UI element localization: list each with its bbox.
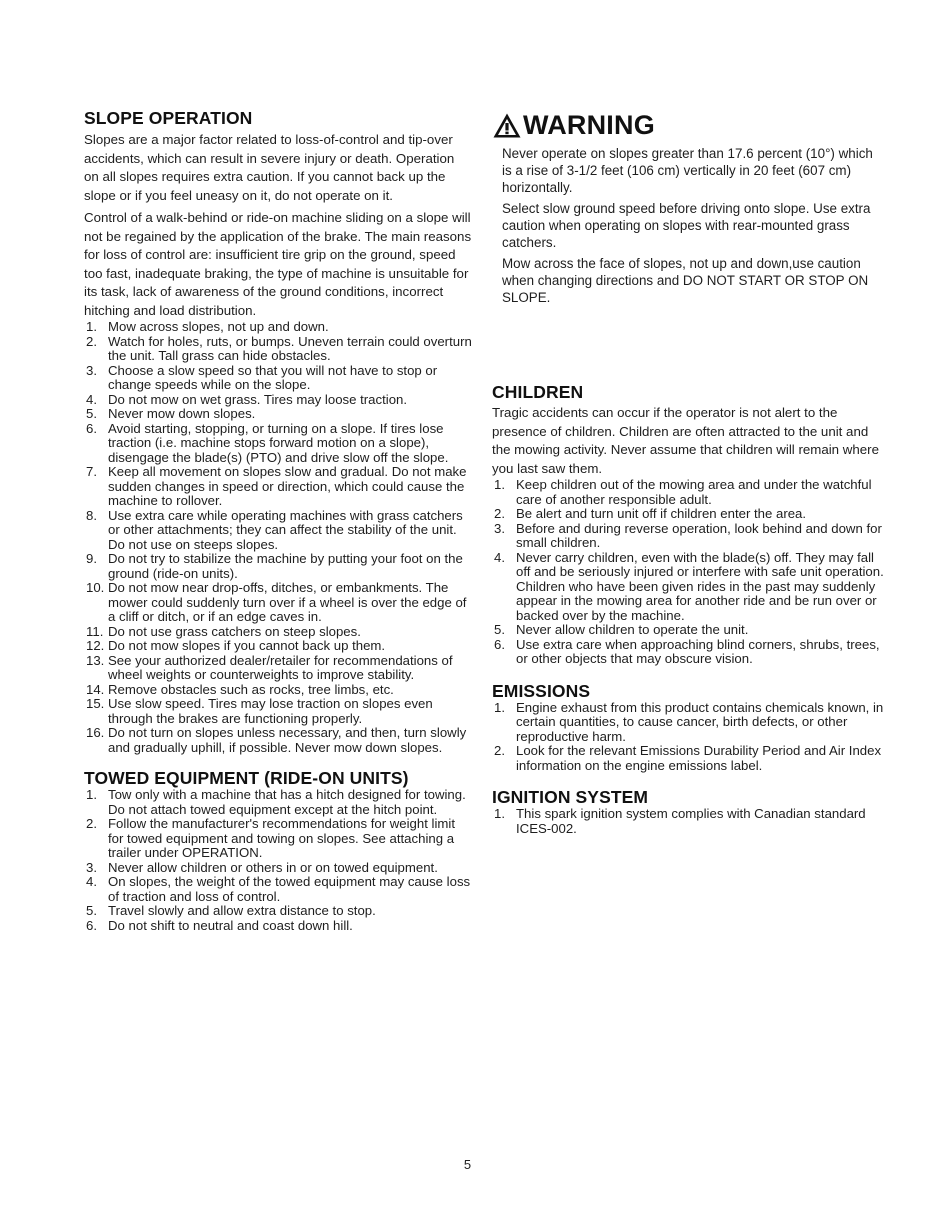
children-paragraph: Tragic accidents can occur if the operator is not alert to the presence of children. Children are often attracted to the unit and the mowing activity. Never assume that children will remain where you last saw them.	[492, 405, 879, 476]
warning-paragraph: Never operate on slopes greater than 17.6 percent (10°) which is a rise of 3-1/2 feet (106 cm) vertically in 20 feet (607 cm) horizontally.	[502, 146, 873, 195]
item-text: Be alert and turn unit off if children enter the area.	[516, 506, 807, 521]
list-item	[84, 407, 472, 422]
item-number: 5.	[86, 903, 97, 918]
item-text: Mow across slopes, not up and down.	[108, 319, 329, 334]
list-item	[84, 817, 472, 861]
left-column	[84, 108, 472, 933]
item-number: 1.	[86, 787, 97, 802]
item-number: 6.	[86, 420, 97, 436]
item-text: Travel slowly and allow extra distance to stop.	[108, 903, 376, 918]
item-text: Watch for holes, ruts, or bumps. Uneven terrain could overturn the unit. Tall grass can hide obstacles.	[108, 333, 472, 363]
item-text: Do not try to stabilize the machine by putting your foot on the ground (ride-on units).	[108, 551, 463, 581]
list-item	[84, 335, 472, 364]
towed-equipment-list	[84, 788, 472, 933]
item-text: Before and during reverse operation, look behind and down for small children.	[516, 520, 882, 550]
item-number: 5.	[494, 622, 505, 637]
children-list	[492, 478, 884, 667]
item-text: Use extra care when approaching blind corners, shrubs, trees, or other objects that may obscure vision.	[516, 636, 880, 666]
item-number: 1.	[494, 699, 505, 715]
item-text: Remove obstacles such as rocks, tree limbs, etc.	[108, 681, 394, 697]
ignition-list	[492, 807, 884, 836]
towed-equipment-heading: TOWED EQUIPMENT (RIDE-ON UNITS)	[84, 768, 409, 788]
item-number: 2.	[86, 333, 97, 349]
item-number: 15.	[86, 696, 105, 711]
item-number: 4.	[494, 549, 505, 565]
list-item	[492, 478, 884, 507]
item-number: 8.	[86, 507, 97, 523]
list-item	[84, 625, 472, 640]
item-number: 3.	[86, 859, 97, 875]
ignition-system-heading: IGNITION SYSTEM	[492, 787, 649, 807]
item-number: 7.	[86, 464, 97, 479]
item-text: Use extra care while operating machines with grass catchers or other attachments; they can affect the stability of the unit. Do not use on steeps slopes.	[108, 507, 463, 552]
warning-label: WARNING	[523, 110, 655, 140]
item-text: Never mow down slopes.	[108, 406, 256, 421]
item-text: Do not shift to neutral and coast down hill.	[108, 917, 353, 933]
item-number: 13.	[86, 652, 105, 668]
slope-rules-list	[84, 320, 472, 755]
item-text: Do not mow on wet grass. Tires may loose traction.	[108, 391, 408, 407]
page-number: 5	[463, 1157, 472, 1172]
list-item	[492, 807, 884, 836]
list-item	[84, 788, 472, 817]
list-item	[84, 509, 472, 553]
item-number: 11.	[86, 623, 104, 639]
list-item	[84, 364, 472, 393]
slope-intro-paragraph: Slopes are a major factor related to loss-of-control and tip-over accidents, which can result in severe injury or death. Operation on all slopes requires extra caution. If you cannot back up the slope or if you feel uneasy on it, do not operate on it.	[84, 132, 455, 203]
item-text: On slopes, the weight of the towed equipment may cause loss of traction and loss of control.	[108, 874, 471, 904]
slope-operation-heading: SLOPE OPERATION	[84, 108, 253, 128]
item-text: See your authorized dealer/retailer for recommendations of wheel weights or counterweights to improve stability.	[108, 652, 453, 682]
item-text: Tow only with a machine that has a hitch designed for towing. Do not attach towed equipment except at the hitch point.	[108, 787, 466, 817]
list-item	[84, 861, 472, 876]
item-number: 6.	[494, 636, 505, 652]
item-text: Keep children out of the mowing area and under the watchful care of another responsible adult.	[516, 477, 872, 507]
item-text: Never allow children or others in or on towed equipment.	[108, 859, 438, 875]
list-item	[492, 551, 884, 624]
item-text: Choose a slow speed so that you will not have to stop or change speeds while on the slope.	[108, 362, 438, 392]
item-text: Follow the manufacturer's recommendations for weight limit for towed equipment and towing on slopes. See attaching a trailer under OPERATION.	[108, 816, 455, 860]
item-text: Never carry children, even with the blade(s) off. They may fall off and be seriously injured or interfere with safe unit operation. Children who have been given rides in the past may suddenly appear in the mowing area for another ride and be run over or backed over by the machine.	[516, 549, 884, 623]
item-number: 14.	[86, 681, 105, 697]
list-item	[84, 393, 472, 408]
emissions-heading: EMISSIONS	[492, 680, 591, 701]
item-text: This spark ignition system complies with Canadian standard ICES-002.	[516, 806, 866, 836]
list-item	[492, 701, 884, 745]
item-number: 3.	[86, 362, 97, 378]
item-text: Never allow children to operate the unit.	[516, 622, 749, 637]
item-text: Do not turn on slopes unless necessary, and then, turn slowly and gradually uphill, if possible. Never mow down slopes.	[108, 725, 467, 755]
emissions-list	[492, 701, 884, 774]
list-item	[84, 726, 472, 755]
item-number: 16.	[86, 725, 105, 740]
item-number: 2.	[494, 506, 505, 521]
list-item	[492, 507, 884, 522]
item-number: 12.	[86, 638, 105, 653]
list-item	[84, 320, 472, 335]
item-number: 6.	[86, 917, 97, 933]
item-text: Keep all movement on slopes slow and gradual. Do not make sudden changes in speed or direction, which could cause the machine to rollover.	[108, 464, 467, 508]
warning-paragraph: Mow across the face of slopes, not up and down,use caution when changing directions and DO NOT START OR STOP ON SLOPE.	[502, 256, 869, 305]
list-item	[492, 638, 884, 667]
list-item	[84, 904, 472, 919]
list-item	[84, 581, 472, 625]
list-item	[84, 683, 472, 698]
list-item	[84, 875, 472, 904]
item-number: 3.	[494, 520, 505, 536]
children-heading: CHILDREN	[492, 382, 584, 402]
item-number: 10.	[86, 580, 105, 595]
warning-title	[492, 110, 884, 140]
item-number: 2.	[86, 816, 97, 831]
list-item	[84, 465, 472, 509]
right-column	[492, 110, 884, 836]
item-text: Do not mow slopes if you cannot back up them.	[108, 638, 386, 653]
list-item	[84, 919, 472, 934]
list-item	[84, 422, 472, 466]
list-item	[492, 522, 884, 551]
list-item	[492, 623, 884, 638]
item-number: 1.	[494, 477, 505, 492]
item-number: 2.	[494, 743, 505, 758]
item-number: 1.	[86, 319, 97, 334]
item-number: 1.	[494, 806, 505, 821]
item-text: Do not use grass catchers on steep slopes.	[108, 623, 361, 639]
list-item	[84, 654, 472, 683]
slope-control-paragraph: Control of a walk-behind or ride-on machine sliding on a slope will not be regained by the application of the brake. The main reasons for loss of control are: insufficient tire grip on the ground, speed too fast, inadequate braking, the type of machine is unsuitable for its task, lack of awareness of the ground conditions, incorrect hitching and load distribution.	[84, 210, 472, 318]
item-number: 9.	[86, 551, 97, 566]
warning-triangle-icon	[492, 112, 522, 139]
list-item	[84, 639, 472, 654]
list-item	[84, 697, 472, 726]
item-text: Engine exhaust from this product contains chemicals known, in certain quantities, to cause cancer, birth defects, or other reproductive harm.	[516, 699, 884, 744]
item-number: 4.	[86, 391, 97, 407]
list-item	[492, 744, 884, 773]
item-text: Avoid starting, stopping, or turning on a slope. If tires lose traction (i.e. machine stops forward motion on a slope), disengage the blade(s) (PTO) and drive slow off the slope.	[108, 420, 449, 465]
item-number: 5.	[86, 406, 97, 421]
list-item	[84, 552, 472, 581]
item-text: Do not mow near drop-offs, ditches, or embankments. The mower could suddenly turn over if a wheel is over the edge of a cliff or ditch, or if an edge caves in.	[108, 580, 467, 624]
item-text: Use slow speed. Tires may lose traction on slopes even through the brakes are functioning properly.	[108, 696, 433, 726]
warning-paragraph: Select slow ground speed before driving onto slope. Use extra caution when operating on slopes with rear-mounted grass catchers.	[502, 201, 871, 250]
item-number: 4.	[86, 874, 97, 889]
item-text: Look for the relevant Emissions Durability Period and Air Index information on the engine emissions label.	[516, 743, 882, 773]
